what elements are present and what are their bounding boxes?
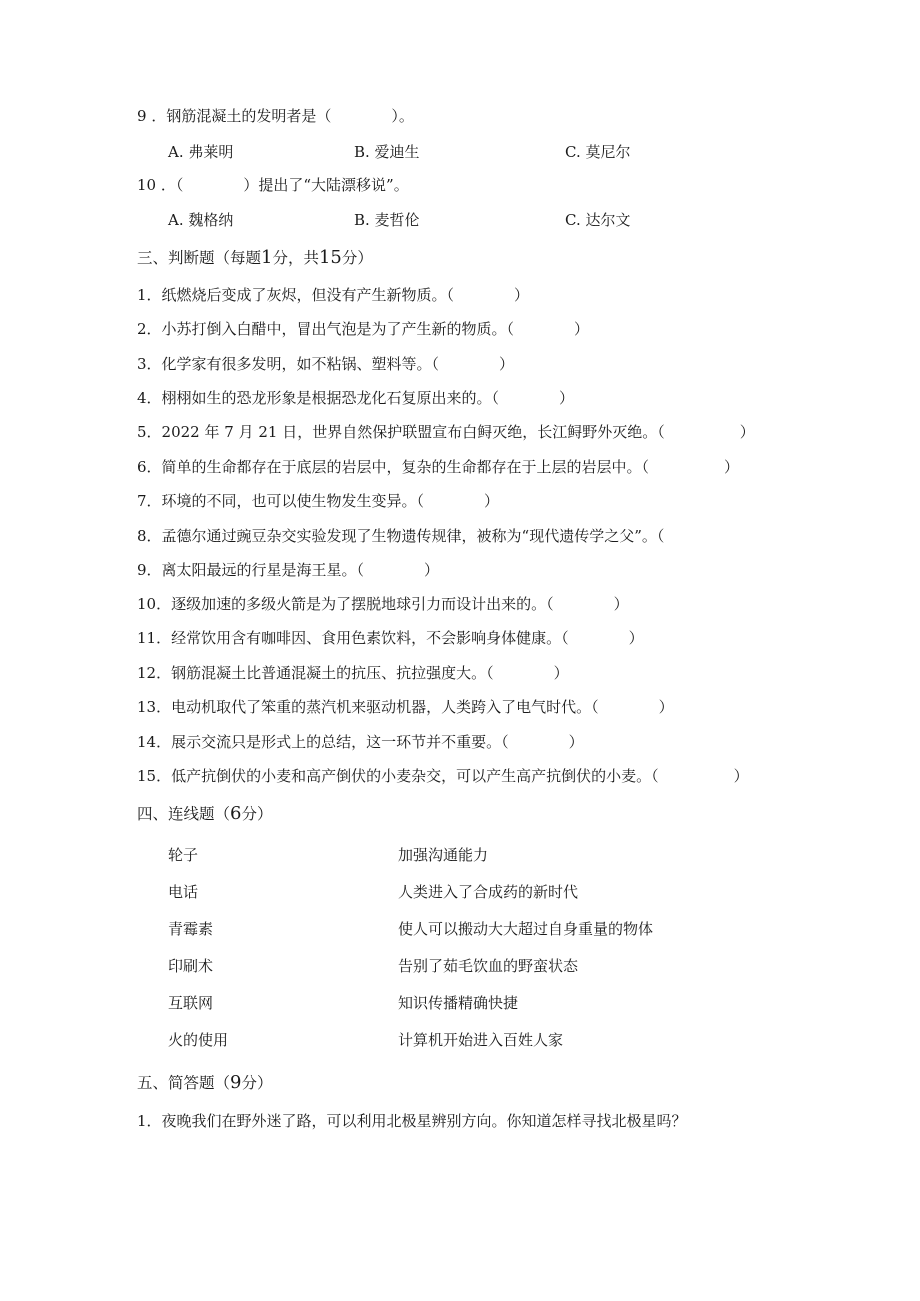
judge-item: 15．低产抗倒伏的小麦和高产倒伏的小麦杂交，可以产生高产抗倒伏的小麦。（ ） bbox=[137, 767, 749, 785]
matching-right-item: 加强沟通能力 bbox=[398, 846, 489, 864]
matching-left-item: 青霉素 bbox=[168, 920, 214, 938]
judge-item: 12．钢筋混凝土比普通混凝土的抗压、抗拉强度大。（ ） bbox=[137, 664, 569, 682]
matching-right-item: 使人可以搬动大大超过自身重量的物体 bbox=[398, 920, 654, 938]
option-b: B. 爱迪生 bbox=[354, 143, 420, 161]
option-a: A. 魏格纳 bbox=[168, 211, 234, 229]
option-a: A. 弗莱明 bbox=[168, 143, 234, 161]
section-heading-matching: 四、连线题（6分） bbox=[137, 803, 273, 824]
judge-item: 14．展示交流只是形式上的总结，这一环节并不重要。（ ） bbox=[137, 733, 584, 751]
question-number: 9 bbox=[137, 107, 147, 125]
mc-question-9 bbox=[137, 106, 414, 126]
question-text: ．钢筋混凝土的发明者是（ ）。 bbox=[151, 107, 414, 125]
judge-item: 1．纸燃烧后变成了灰烬，但没有产生新物质。（ ） bbox=[137, 286, 530, 304]
question-text: ．（ ）提出了“大陆漂移说”。 bbox=[160, 176, 409, 194]
matching-right-item: 知识传播精确快捷 bbox=[398, 994, 519, 1012]
judge-item: 5．2022 年 7 月 21 日，世界自然保护联盟宣布白鲟灭绝，长江鲟野外灭绝。（ ） bbox=[137, 423, 755, 441]
judge-item: 9．离太阳最远的行星是海王星。（ ） bbox=[137, 561, 440, 579]
option-b: B. 麦哲伦 bbox=[354, 211, 420, 229]
judge-item: 7．环境的不同，也可以使生物发生变异。（ ） bbox=[137, 492, 500, 510]
matching-right-item: 告别了茹毛饮血的野蛮状态 bbox=[398, 957, 579, 975]
matching-right-item: 计算机开始进入百姓人家 bbox=[398, 1031, 564, 1049]
question-text: ．夜晚我们在野外迷了路，可以利用北极星辨别方向。你知道怎样寻找北极星吗？ bbox=[146, 1112, 687, 1130]
matching-left-item: 火的使用 bbox=[168, 1031, 229, 1049]
judge-item: 11．经常饮用含有咖啡因、食用色素饮料，不会影响身体健康。（ ） bbox=[137, 629, 644, 647]
section-heading-judge: 三、判断题（每题1分，共15分） bbox=[137, 247, 373, 268]
matching-right-item: 人类进入了合成药的新时代 bbox=[398, 883, 579, 901]
short-answer-question-1 bbox=[137, 1111, 687, 1131]
judge-item: 4．栩栩如生的恐龙形象是根据恐龙化石复原出来的。（ ） bbox=[137, 389, 575, 407]
matching-left-item: 互联网 bbox=[168, 994, 214, 1012]
mc-question-10 bbox=[137, 175, 409, 195]
judge-item: 6．简单的生命都存在于底层的岩层中，复杂的生命都存在于上层的岩层中。（ ） bbox=[137, 458, 740, 476]
judge-item: 3．化学家有很多发明，如不粘锅、塑料等。（ ） bbox=[137, 355, 515, 373]
question-number: 10 bbox=[137, 176, 157, 194]
matching-left-item: 电话 bbox=[168, 883, 199, 901]
option-c: C. 莫尼尔 bbox=[565, 143, 631, 161]
matching-left-item: 轮子 bbox=[168, 846, 199, 864]
judge-item: 10．逐级加速的多级火箭是为了摆脱地球引力而设计出来的。（ ） bbox=[137, 595, 629, 613]
matching-left-item: 印刷术 bbox=[168, 957, 214, 975]
option-c: C. 达尔文 bbox=[565, 211, 631, 229]
question-number: 1 bbox=[137, 1112, 147, 1130]
judge-item: 13．电动机取代了笨重的蒸汽机来驱动机器，人类跨入了电气时代。（ ） bbox=[137, 698, 674, 716]
judge-item: 8．孟德尔通过豌豆杂交实验发现了生物遗传规律，被称为“现代遗传学之父”。（ bbox=[137, 527, 665, 545]
section-heading-short-answer: 五、简答题（9分） bbox=[137, 1072, 273, 1093]
judge-item: 2．小苏打倒入白醋中，冒出气泡是为了产生新的物质。（ ） bbox=[137, 320, 590, 338]
